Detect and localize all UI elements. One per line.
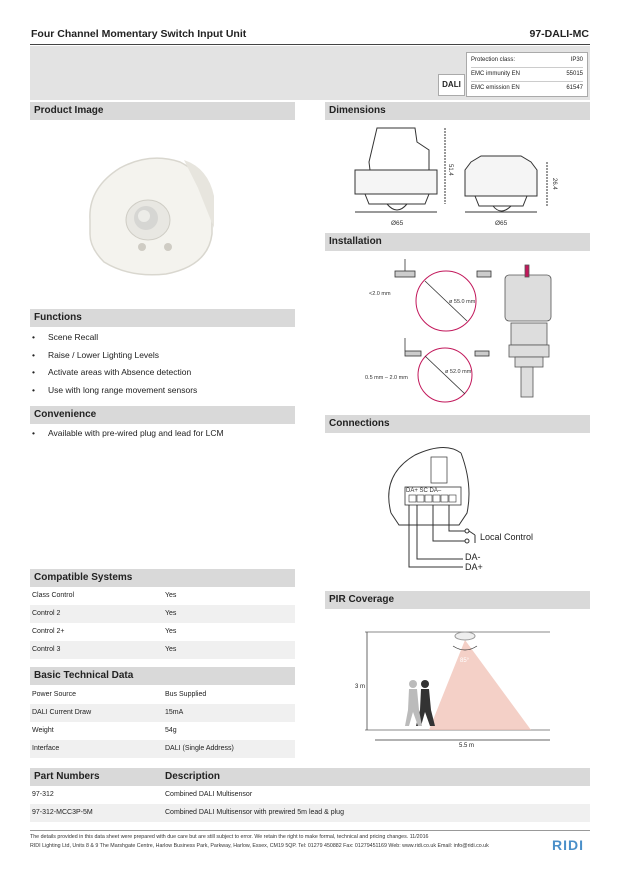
dim-diameter-1: Ø65	[391, 220, 404, 227]
list-item: • Use with long range movement sensors	[30, 382, 295, 400]
spec-row: Protection class: IP30	[471, 54, 583, 68]
compatible-table	[30, 587, 295, 659]
spec-box	[466, 52, 588, 97]
dali-logo: DALI	[438, 74, 465, 96]
spec-row: EMC emission EN 61547	[471, 85, 583, 91]
list-item: • Raise / Lower Lighting Levels	[30, 347, 295, 365]
section-convenience: Convenience	[30, 406, 295, 424]
document-title: Four Channel Momentary Switch Input Unit	[31, 28, 247, 40]
table-row: Control 3 Yes	[30, 641, 295, 659]
header-rule	[30, 44, 590, 45]
table-row: Class Control Yes	[32, 592, 177, 599]
pir-width: 5.5 m	[459, 743, 475, 749]
part-numbers-header	[30, 768, 590, 786]
dimensions-diagram	[325, 122, 590, 232]
install-dia-1: ø 55.0 mm	[449, 299, 476, 305]
part-numbers-table	[30, 786, 590, 822]
installation-diagram	[325, 253, 590, 411]
dim-diameter-2: Ø65	[495, 220, 508, 227]
footer-rule	[30, 830, 590, 831]
connections-diagram	[325, 435, 590, 575]
dim-height-1: 51.4	[447, 164, 453, 176]
da-minus-label: DA-	[465, 552, 481, 562]
description-title: Description	[165, 771, 221, 782]
local-control-label: Local Control	[480, 532, 534, 542]
install-gap-1: <2.0 mm	[369, 291, 391, 297]
section-pir-coverage: PIR Coverage	[325, 591, 590, 609]
table-row: Interface DALI (Single Address)	[30, 740, 295, 758]
table-row: DALI Current Draw 15mA	[30, 704, 295, 722]
section-basic-technical-data: Basic Technical Data	[30, 667, 295, 685]
table-row: Control 2+ Yes	[32, 628, 177, 635]
table-row: Weight 54g	[32, 727, 177, 734]
product-code: 97-DALI-MC	[529, 28, 589, 40]
convenience-list	[30, 425, 295, 443]
install-dia-2: ø 52.0 mm	[445, 369, 472, 375]
da-plus-label: DA+	[465, 562, 483, 572]
table-row: Power Source Bus Supplied	[32, 691, 207, 698]
footer-address: RIDI Lighting Ltd, Units 8 & 9 The Marshgate Centre, Harlow Business Park, Parkway, Harlow, Essex, CM19 5QP. Tel: 01279 450882 Fax: 01279451169 Web: www.ridi.co.uk Email: info@ridi.co.uk	[30, 843, 489, 849]
section-functions: Functions	[30, 309, 295, 327]
functions-list	[30, 329, 295, 399]
section-product-image: Product Image	[30, 102, 295, 120]
pir-height: 3 m	[355, 684, 366, 690]
section-installation: Installation	[325, 233, 590, 251]
section-dimensions: Dimensions	[325, 102, 590, 120]
table-row: Control 2 Yes	[30, 605, 295, 623]
list-item: • Scene Recall	[30, 329, 295, 347]
pir-angle: 85°	[460, 658, 470, 664]
product-image	[80, 148, 220, 288]
table-row: 97-312-MCC3P-5M Combined DALI Multisensor with prewired 5m lead & plug	[30, 804, 590, 822]
footer-disclaimer: The details provided in this data sheet were prepared with due care but are still subject to error. We retain the right to make formal, technical and pricing changes. 11/2016	[30, 834, 429, 840]
technical-table	[30, 686, 295, 758]
section-compatible-systems: Compatible Systems	[30, 569, 295, 587]
ridi-logo: RIDI	[552, 837, 584, 853]
table-row: 97-312 Combined DALI Multisensor	[32, 791, 253, 798]
part-numbers-title: Part Numbers	[34, 771, 100, 782]
list-item: • Available with pre-wired plug and lead for LCM	[30, 425, 295, 443]
terminal-labels: DA+ SC DA–	[406, 488, 442, 494]
install-gap-2: 0.5 mm – 2.0 mm	[365, 375, 408, 381]
spec-row: EMC immunity EN 55015	[471, 68, 583, 82]
list-item: • Activate areas with Absence detection	[30, 364, 295, 382]
dim-height-2: 26.4	[551, 178, 557, 190]
pir-coverage-diagram	[325, 612, 590, 752]
section-connections: Connections	[325, 415, 590, 433]
